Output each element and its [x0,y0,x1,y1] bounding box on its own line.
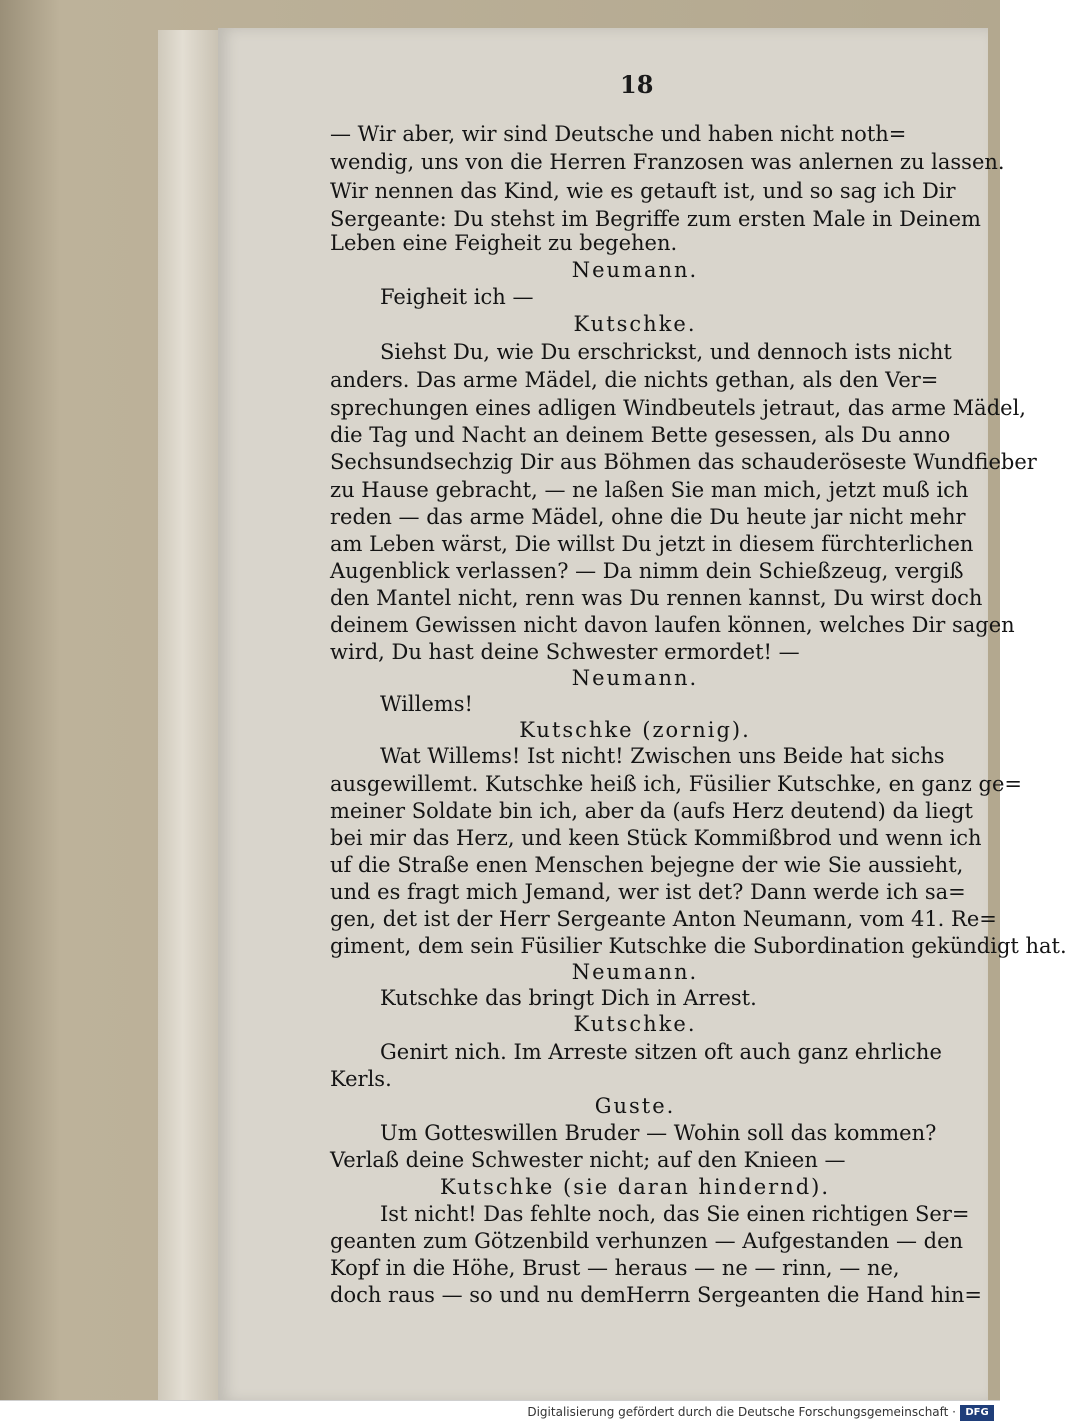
page-number: 18 [620,70,654,99]
text-line: Um Gotteswillen Bruder — Wohin soll das kommen? [380,1121,937,1145]
text-line: gen, det ist der Herr Sergeante Anton Neumann, vom 41. Re= [330,907,997,931]
text-line: Sergeante: Du stehst im Begriffe zum ersten Male in Deinem [330,207,981,231]
text-line: Wir nennen das Kind, wie es getauft ist, und so sag ich Dir [330,179,956,203]
text-line: zu Hause gebracht, — ne laßen Sie man mich, jetzt muß ich [330,478,969,502]
text-line: bei mir das Herz, und keen Stück Kommißbrod und wenn ich [330,826,982,850]
text-line: ausgewillemt. Kutschke heiß ich, Füsilier Kutschke, en ganz ge= [330,772,1022,796]
text-line: sprechungen eines adligen Windbeutels jetraut, das arme Mädel, [330,396,1026,420]
speaker-heading: Neumann. [571,666,699,690]
speaker-heading: Neumann. [571,258,699,282]
text-line: den Mantel nicht, renn was Du rennen kannst, Du wirst doch [330,586,983,610]
text-line: wird, Du hast deine Schwester ermordet! — [330,640,800,664]
text-line: Kopf in die Höhe, Brust — heraus — ne — rinn, — ne, [330,1256,900,1280]
text-line: und es fragt mich Jemand, wer ist det? Dann werde ich sa= [330,880,966,904]
footer-bar [0,1400,1000,1427]
text-line: anders. Das arme Mädel, die nichts gethan, als den Ver= [330,368,939,392]
text-line: Ist nicht! Das fehlte noch, das Sie einen richtigen Ser= [380,1202,970,1226]
text-line: Sechsundsechzig Dir aus Böhmen das schauderöseste Wundfieber [330,450,1037,474]
text-line: Augenblick verlassen? — Da nimm dein Schießzeug, vergiß [330,559,964,583]
text-line: reden — das arme Mädel, ohne die Du heute jar nicht mehr [330,505,966,529]
text-line: — Wir aber, wir sind Deutsche und haben nicht noth= [330,122,907,146]
text-line: wendig, uns von die Herren Franzosen was anlernen zu lassen. [330,150,1005,174]
dfg-logo: DFG [960,1405,994,1421]
page-edge-stack [158,30,220,1400]
text-line: doch raus — so und nu demHerrn Sergeanten die Hand hin= [330,1283,982,1307]
text-line: die Tag und Nacht an deinem Bette gesessen, als Du anno [330,423,951,447]
text-line: uf die Straße enen Menschen bejegne der wie Sie aussieht, [330,853,964,877]
speaker-heading: Kutschke (sie daran hindernd). [439,1175,831,1199]
text-line: giment, dem sein Füsilier Kutschke die Subordination gekündigt hat. [330,934,1067,958]
speaker-heading: Kutschke. [573,1012,697,1036]
speaker-heading: Neumann. [571,960,699,984]
text-line: Siehst Du, wie Du erschrickst, und dennoch ists nicht [380,340,952,364]
text-line: meiner Soldate bin ich, aber da (aufs Herz deutend) da liegt [330,799,973,823]
speaker-heading: Kutschke. [573,312,697,336]
text-line: geanten zum Götzenbild verhunzen — Aufgestanden — den [330,1229,964,1253]
text-line: Kutschke das bringt Dich in Arrest. [380,986,757,1010]
text-line: Wat Willems! Ist nicht! Zwischen uns Beide hat sichs [380,744,945,768]
text-line: Feigheit ich — [380,285,534,309]
text-line: Willems! [380,692,473,716]
text-line: deinem Gewissen nicht davon laufen können, welches Dir sagen [330,613,1015,637]
text-line: Leben eine Feigheit zu begehen. [330,231,678,255]
speaker-heading: Guste. [594,1094,676,1118]
speaker-heading: Kutschke (zornig). [519,718,751,742]
text-line: Genirt nich. Im Arreste sitzen oft auch ganz ehrliche [380,1040,942,1064]
text-line: Kerls. [330,1067,392,1091]
text-line: am Leben wärst, Die willst Du jetzt in diesem fürchterlichen [330,532,974,556]
funding-credit: Digitalisierung gefördert durch die Deutsche Forschungsgemeinschaft · [527,1405,956,1419]
text-line: Verlaß deine Schwester nicht; auf den Knieen — [330,1148,846,1172]
